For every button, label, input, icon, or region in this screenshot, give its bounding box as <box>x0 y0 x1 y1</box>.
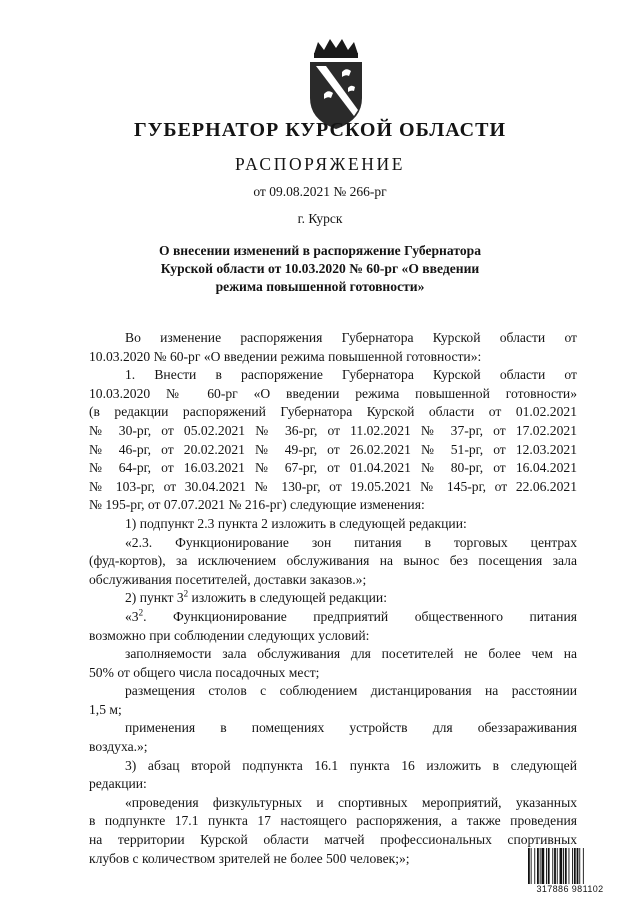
body-line: применения в помещениях устройств для обеззараживания <box>125 720 577 736</box>
body-line: на территории Курской области матчей профессиональных спортивных <box>89 832 577 848</box>
superscript: 2 <box>183 588 189 599</box>
body-line <box>89 608 577 627</box>
body-line: № 195-рг, от 07.07.2021 № 216-рг) следующие изменения: <box>89 497 425 513</box>
body-line: 1. Внести в распоряжение Губернатора Курской области от <box>125 367 577 383</box>
body-line: № 46-рг, от 20.02.2021 № 49-рг, от 26.02.2021 № 51-рг, от 12.03.2021 <box>89 441 577 457</box>
barcode-number: 317886 981102 <box>536 884 604 894</box>
body-line: 1,5 м; <box>89 701 122 717</box>
body-line: заполняемости зала обслуживания для посетителей не более чем на <box>125 646 577 662</box>
body-line: 50% от общего числа посадочных мест; <box>89 664 320 680</box>
kursk-coat-of-arms-icon <box>302 36 370 132</box>
body-line: клубов с количеством зрителей не более 500 человек;»; <box>89 850 410 866</box>
governor-title: ГУБЕРНАТОР КУРСКОЙ ОБЛАСТИ <box>133 119 507 141</box>
body-line: № 30-рг, от 05.02.2021 № 36-рг, от 11.02.2021 № 37-рг, от 17.02.2021 <box>89 422 577 438</box>
body-fragment: «3 <box>125 608 139 624</box>
subject-line: Курской области от 10.03.2020 № 60-рг «О введении <box>160 261 480 276</box>
document-subject <box>120 242 520 296</box>
body-fragment: . Функционирование предприятий общественного питания <box>143 608 577 624</box>
body-line: 1) подпункт 2.3 пункта 2 изложить в следующей редакции: <box>125 515 467 531</box>
body-line: Во изменение распоряжения Губернатора Курской области от <box>125 330 577 345</box>
document-body <box>89 329 577 868</box>
body-line: (фуд-кортов), за исключением обслуживания на вынос без посещения зала <box>89 553 577 569</box>
barcode-icon <box>528 848 612 888</box>
body-line: № 64-рг, от 16.03.2021 № 67-рг, от 01.04.2021 № 80-рг, от 16.04.2021 <box>89 460 577 476</box>
body-line: в подпункте 17.1 пункта 17 настоящего распоряжения, а также проведения <box>89 813 577 829</box>
body-fragment: 2) пункт 3 <box>125 590 184 606</box>
body-line: возможно при соблюдении следующих условий: <box>89 627 370 643</box>
body-line: обслуживания посетителей, доставки заказов.»; <box>89 571 367 587</box>
body-line: «проведения физкультурных и спортивных мероприятий, указанных <box>125 794 577 810</box>
body-line <box>89 589 577 608</box>
superscript: 2 <box>138 607 144 618</box>
body-line: 3) абзац второй подпункта 16.1 пункта 16 изложить в следующей <box>125 757 577 773</box>
document-type: РАСПОРЯЖЕНИЕ <box>234 154 406 174</box>
document-city: г. Курск <box>297 211 343 226</box>
body-line: размещения столов с соблюдением дистанцирования на расстоянии <box>125 683 577 699</box>
body-line: воздуха.»; <box>89 739 148 755</box>
subject-line: режима повышенной готовности» <box>215 279 425 294</box>
body-line: (в редакции распоряжений Губернатора Курской области от 01.02.2021 <box>89 404 577 420</box>
body-fragment: изложить в следующей редакции: <box>188 590 387 606</box>
subject-line: О внесении изменений в распоряжение Губернатора <box>158 243 481 258</box>
body-line: 10.03.2020 № 60-рг «О введении режима повышенной готовности»: <box>89 348 482 364</box>
body-line: 10.03.2020 № 60-рг «О введении режима повышенной готовности» <box>89 385 577 401</box>
body-line: «2.3. Функционирование зон питания в торговых центрах <box>125 534 577 550</box>
body-line: № 103-рг, от 30.04.2021 № 130-рг, от 19.05.2021 № 145-рг, от 22.06.2021 <box>89 478 577 494</box>
body-line: редакции: <box>89 776 147 792</box>
document-date-number: от 09.08.2021 № 266-рг <box>253 184 387 199</box>
